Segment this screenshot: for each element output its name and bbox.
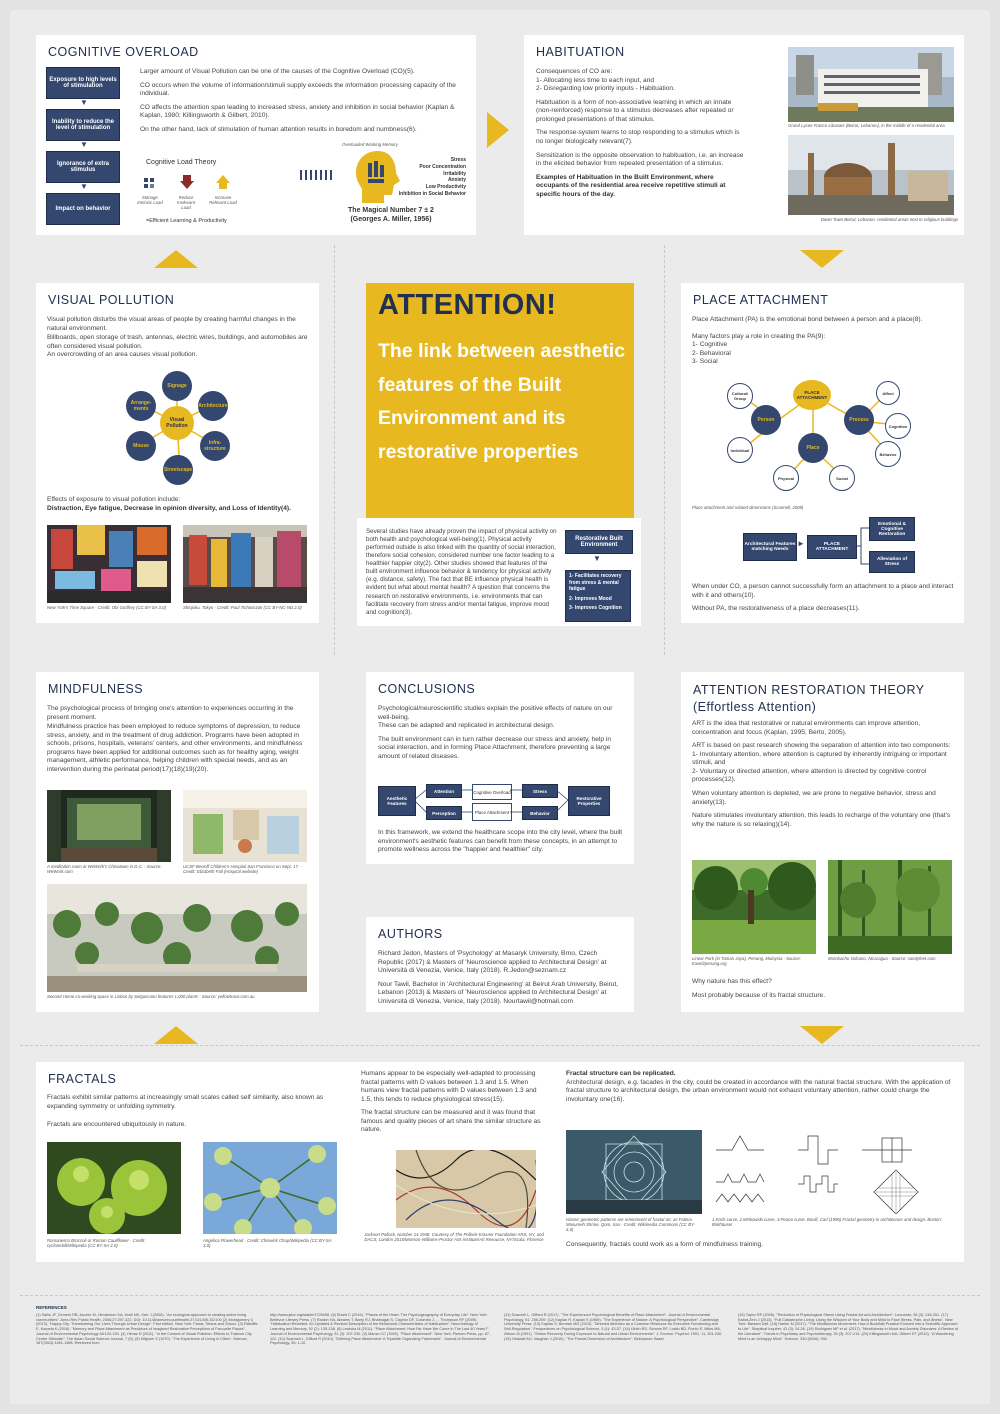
paragraph: Distraction, Eye fatigue, Decrease in opinion diversity, and Loss of Identity(4). bbox=[47, 504, 291, 512]
paragraph: ART is the idea that restorative or natural environments can improve attention, concentration and focus (Kaplan, 1995; Berto, 2005). bbox=[692, 720, 921, 736]
photo-caption: Second Home co-working space in Lisbon by Selgascano features 1,000 plants - Source: yellowtrace.com.au bbox=[47, 994, 255, 999]
arrow-down-icon: ▼ bbox=[80, 140, 88, 149]
place-text bbox=[692, 316, 954, 367]
arrow-right-icon bbox=[487, 112, 509, 148]
section-title bbox=[693, 682, 925, 716]
arrow-down-icon bbox=[800, 1026, 844, 1044]
paragraph: ART is based on past research showing the separation of attention into two components: bbox=[692, 742, 951, 750]
paragraph: Architectural design, e.g. facades in the city, could be created in accordance with the natural fractal structure. With the application of fractal structure to architectural design, the urban environment would not exhaust voluntary attention, rather could charge the involuntary one(16). bbox=[566, 1078, 951, 1103]
meditation-room-photo bbox=[47, 790, 171, 862]
diagram-node: Social bbox=[829, 465, 855, 491]
arrow-down-icon bbox=[800, 250, 844, 268]
flow-box: Impact on behavior bbox=[46, 193, 120, 225]
memory-label: Overloaded Working Memory bbox=[342, 142, 398, 147]
references-column: (11) Scannell L, Gifford R (2017). "The Experienced Psychological Benefits of Place Attachment". Journal of Environmental Psychology, 51: 256-269. (12) Kaplan R, Kaplan S (1989). "The Experience of Nature: A Psychological Perspective". Cambridge University Press. (13) Kaplan S, Berman MG (2010). "Directed Attention as a Common Resource for Executive Functioning and Self-Regulation". Perspectives on Psychological Science, 5 (1): 43-57. (14) Ulrich RS, Simons RF, Losito BD, Fiorito E, Miles MA, Zelson M (1991). "Stress Recovery During Exposure to Natural and Urban Environments". J. Environ. Psychol. 1991, 11, 201-230. (15) Ostwald MJ, Vaughan J (2016). "The Fractal Dimension of Architecture". Birkhauser, Basel. bbox=[504, 1313, 723, 1341]
diagram-node: Infra-structure bbox=[200, 431, 230, 461]
flow-box: Behavior bbox=[522, 806, 558, 820]
authors-text bbox=[378, 950, 624, 1011]
arrow-down-icon: ▼ bbox=[80, 98, 88, 107]
list-item: 3- Social bbox=[692, 358, 718, 366]
author-bio: Richard Jedon, Masters of 'Psychology' at Masaryk University, Brno, Czech Republic (2017) & Masters of 'Neuroscience applied to Architectural Design' at Università di Venezia, Venice, Italy (2018). R.Jedon@seznam.cz bbox=[378, 950, 607, 975]
art-text bbox=[692, 720, 954, 834]
section-title: AUTHORS bbox=[378, 927, 443, 941]
cognitive-text bbox=[140, 68, 466, 139]
fractals-panel bbox=[36, 1062, 964, 1262]
diagram-node: Physical bbox=[773, 465, 799, 491]
guide-line bbox=[334, 245, 335, 655]
restorative-box: Restorative Built Environment bbox=[565, 530, 633, 554]
flow-box: Restorative Properties bbox=[568, 786, 610, 816]
conclusions-text-bottom: In this framework, we extend the healthcare scope into the city level, where the built environment's aesthetic features can benefit from these concepts, in an attempt to promote wellness across the "happier and healthier" city. bbox=[378, 829, 623, 854]
flow-box: Alleviation of Stress bbox=[869, 551, 915, 573]
paragraph: Without PA, the restorativeness of a place decreases(11). bbox=[692, 605, 860, 613]
diagram-node: Cognition bbox=[885, 413, 911, 439]
paragraph: Place Attachment (PA) is the emotional bond between a person and a place(8). bbox=[692, 316, 923, 323]
paragraph: Psychological/neuroscientific studies explain the positive effects of nature on our well-being. bbox=[378, 705, 613, 721]
paragraph: On the other hand, lack of stimulation of human attention results in boredom and numbness(6). bbox=[140, 125, 417, 133]
clt-item: Manage Intrinsic Load bbox=[137, 195, 163, 206]
mindfulness-text bbox=[47, 705, 309, 780]
diagram-center: Visual Pollution bbox=[160, 406, 194, 440]
diagram-node: Place bbox=[798, 433, 828, 463]
effects-list bbox=[396, 157, 466, 198]
photo-caption: 1.Koch curve, 2.Minkowski curve, 3.Peano curve. Bovill, Carl (1996) Fractal geometry in architecture and design. Boston: Birkhäuser bbox=[712, 1217, 942, 1228]
school-building-photo bbox=[788, 47, 954, 122]
paragraph: The built environment can in turn rather decrease our stress and anxiety, help in social interaction, and in forming Place Attachment, therefore preventing a large amount of related diseases. bbox=[378, 735, 611, 760]
visual-text bbox=[47, 316, 309, 360]
diagram-node: Affect bbox=[876, 381, 900, 405]
references-title: REFERENCES bbox=[36, 1305, 67, 1310]
paragraph: Habituation is a form of non-associative learning in which an innate (non-reinforced) response to a stimulus decreases after repeated or prolonged presentations of that stimulus. bbox=[536, 98, 734, 123]
effect-item: Low Productivity bbox=[425, 184, 466, 190]
paragraph: When voluntary attention is depleted, we are prone to negative behavior, stress and anxiety(13). bbox=[692, 789, 936, 806]
photo-caption: Shinjuku, Tokyo - Credit: Paul Tichonczuk (CC BY-NC-ND 2.0) bbox=[183, 605, 302, 610]
diagram-node: Individual bbox=[727, 437, 753, 463]
romanesco-photo bbox=[47, 1142, 181, 1234]
arrow-down-red-icon bbox=[180, 175, 194, 194]
arrow-down-icon: ▼ bbox=[593, 554, 601, 563]
magical-ref: (Georges A. Miller, 1956) bbox=[350, 216, 432, 223]
paragraph: Effects of exposure to visual pollution include: bbox=[47, 496, 181, 503]
visual-pollution-panel bbox=[36, 283, 319, 623]
hero-intro: Several studies have already proven the impact of physical activity on both health and psychological well-being(1). Physical activity performed outside is also linked with the quantity of social interaction, therefore social cohesion, considered number one factor leading to a healthier happier city(2). Other studies showed that features of the built environment influence behavior & tendency for physical activity (e.g. distance, safety). The fact that BE influence physical health is evident but what about mental health? A question that concerns the research on restorative environments, i.e. environments that can facilitate recovery from stress and/or mental fatigue, improve mood and cognition(3). bbox=[366, 528, 557, 616]
paragraph: Humans appear to be especially well-adapted to processing fractal patterns with D values between 1.3 and 1.5. When humans view fractal patterns with D values between 1.3 and 1.5, this tends to reduce physiological stress(15). bbox=[361, 1070, 537, 1103]
shinjuku-photo bbox=[183, 525, 307, 603]
paragraph: CO affects the attention span leading to increased stress, anxiety and inhibition in social behavior (Kaplan & Kaplan, 1980; Killingsworth & Gilbert, 2010). bbox=[140, 103, 455, 120]
list-item: 2- Improves Mood bbox=[569, 595, 612, 602]
references-column: http://www.jstor.org/stable/1728498. (6) Ehard C (2015). "Places of the Heart: The Psychogeography of Everyday Life". New York: Bellevue Literary Press. (7) Rankin HA, Abrams T, Barry RJ, Bhatnagar S, Clayton DF, Colombo J, ... Thompson RF (2009). "Habituation Revisited: An Updated & Revised Description of the Behavioral Characteristics of Habituation". Neurobiology of Learning and Memory, 92 (2): 135-138. (8) Lewicka M (2011). "Place Attachment: How Far Have We Come in The Last 40 Years?". Journal of Environmental Psychology, 31 (3): 207-230. (9) Manzo CC (1992). "Place Attachment". New York: Plenum Press. pp. 87-112. (10) Scannell L, Gifford R (2010). "Defining Place Attachment: A Tripartite Organizing Framework". Journal of Environmental Psychology, 30: 1-10. bbox=[270, 1313, 491, 1346]
diagram-node: Mouse bbox=[126, 431, 156, 461]
photo-caption: Grand Lycee Franco-Libanais (Beirut, Lebanon), in the middle of a residential area bbox=[788, 123, 945, 128]
paragraph: The response-system learns to stop responding to a stimulus which is no longer biologically relevant(7). bbox=[536, 129, 740, 145]
diagram-center: PLACE ATTACHMENT bbox=[793, 380, 831, 410]
list-item: 2- Behavioral bbox=[692, 349, 731, 357]
photo-caption: Linear Park (in Taman Jaya), Penang, Malaysia - Source: travel2penang.org bbox=[692, 956, 801, 967]
flow-box: Cognitive Overload bbox=[472, 784, 512, 800]
islamic-ceiling-photo bbox=[566, 1130, 702, 1214]
flow-box: Emotional & Cognitive Restoration bbox=[869, 517, 915, 541]
blocks-icon bbox=[144, 177, 154, 187]
effect-item: Poor Concentration bbox=[419, 163, 466, 170]
paragraph: Fractals exhibit similar patterns at increasingly small scales called self similarity, also known as expanding symmetry or unfolding symmetry. bbox=[47, 1094, 324, 1110]
fractals-conclusion: Consequently, fractals could work as a form of mindfulness training. bbox=[566, 1241, 764, 1248]
effect-item: Irritability bbox=[443, 170, 466, 177]
times-square-photo bbox=[47, 525, 171, 603]
paragraph: The fractal structure can be measured and it was found that famous and quality pieces of art share the similar structure as nature. bbox=[361, 1109, 541, 1134]
references-panel bbox=[36, 1305, 964, 1385]
hospital-photo bbox=[183, 790, 307, 862]
list-item: 1- Cognitive bbox=[692, 341, 728, 349]
paragraph: Many factors play a role in creating the PA(9): bbox=[692, 332, 826, 340]
section-title: FRACTALS bbox=[48, 1072, 117, 1086]
arrow-right-icon: ► bbox=[797, 539, 805, 548]
paragraph: Larger amount of Visual Pollution can be one of the causes of the Cognitive Overload (CO)(5). bbox=[140, 68, 415, 75]
brain-head-icon bbox=[354, 149, 402, 210]
list-item: 1- Facilitates recovery from stress & mental fatigue bbox=[569, 573, 622, 592]
section-title: MINDFULNESS bbox=[48, 682, 144, 696]
flow-box: Stress bbox=[522, 784, 558, 798]
habituation-text bbox=[536, 68, 744, 204]
guide-line bbox=[664, 245, 665, 655]
effect-item: Stress bbox=[450, 157, 466, 163]
photo-caption: Mombacho Volcano, Nicaragua - Source: sandyfeet.com bbox=[828, 956, 936, 961]
paragraph: Visual pollution disturbs the visual areas of people by creating harmful changes in the natural environment. bbox=[47, 316, 296, 332]
list-item: 3- Improves Cognition bbox=[569, 605, 622, 611]
art-panel bbox=[681, 672, 964, 1012]
fractals-text bbox=[47, 1094, 339, 1135]
arrow-up-icon bbox=[154, 1026, 198, 1044]
diagram-node: Person bbox=[751, 405, 781, 435]
diagram-node: Streetscape bbox=[163, 455, 193, 485]
list-item: 1- Involuntary attention, where attention is captured by inherently intriguing or important stimuli, and bbox=[692, 750, 947, 767]
guide-line bbox=[20, 1045, 980, 1046]
linear-park-photo bbox=[692, 860, 816, 954]
flow-box: PLACE ATTACHMENT bbox=[807, 535, 857, 559]
section-title: HABITUATION bbox=[536, 45, 625, 59]
beirut-mosque-photo bbox=[788, 135, 954, 215]
fractal-curves bbox=[712, 1130, 952, 1214]
paragraph: These can be adapted and replicated in architectural design. bbox=[378, 722, 555, 730]
volcano-forest-photo bbox=[828, 860, 952, 954]
authors-panel bbox=[366, 917, 634, 1012]
section-title: CONCLUSIONS bbox=[378, 682, 476, 696]
photo-caption: Romanesco Broccoli or Roman Cauliflower - Credit: cyclonebill/Wikipedia (CC BY-SA 2.0) bbox=[47, 1238, 146, 1249]
paragraph: When under CO, a person cannot successfully form an attachment to a place and interact with it and others(10). bbox=[692, 583, 954, 599]
photo-caption: Angelica Flowerhead - Credit: Chiswick Chap/Wikipedia (CC BY-SA 3.0) bbox=[203, 1238, 332, 1249]
author-bio: Nour Tawil, Bachelor in 'Architectural Engineering' at Beirut Arab University, Beirut, Lebanon (2013) & Masters of 'Neuroscience applied to Architectural Design' at Università di Venezia, Venice, Italy (2018). Nourtawil@hotmail.com bbox=[378, 980, 619, 1005]
hero-title: ATTENTION! bbox=[378, 289, 557, 321]
paragraph: Most probably because of its fractal structure. bbox=[692, 991, 826, 999]
section-title: PLACE ATTACHMENT bbox=[693, 293, 829, 307]
art-subtitle: (Effortless Attention) bbox=[693, 699, 817, 714]
coworking-plants-photo bbox=[47, 884, 307, 992]
mindfulness-panel bbox=[36, 672, 319, 1012]
conclusions-text bbox=[378, 705, 624, 766]
section-title: VISUAL POLLUTION bbox=[48, 293, 175, 307]
paragraph: Examples of Habituation in the Built Environment, where occupants of the residential area receive repetitive stimuli at specific hours of the day. bbox=[536, 173, 726, 198]
hero-title-box bbox=[366, 283, 634, 518]
photo-caption: UCSF Benioff Children's Hospital San Francisco on Sept. 17. - Credit: Elizabeth Fall (Hospital website) bbox=[183, 864, 302, 875]
arrow-down-icon: ▼ bbox=[80, 182, 88, 191]
flow-box: Exposure to high levels of stimulation bbox=[46, 67, 120, 99]
flow-box: Aesthetic Features bbox=[378, 786, 416, 816]
paragraph: Consequences of CO are: bbox=[536, 68, 613, 75]
cognitive-overload-panel bbox=[36, 35, 476, 235]
flow-box: Place Attachment bbox=[472, 803, 512, 821]
art-question bbox=[692, 978, 954, 1005]
diagram-node: Architecture bbox=[198, 391, 228, 421]
pollock-painting bbox=[396, 1150, 536, 1228]
clt-item: Increase Relevant Load bbox=[209, 195, 237, 206]
paragraph: Nature stimulates involuntary attention, this leads to recharge of the voluntary one (that's why the nature is so relaxing)(14). bbox=[692, 812, 951, 828]
place-text-bottom bbox=[692, 583, 954, 619]
diagram-node: Behavior bbox=[875, 441, 901, 467]
paragraph: Fractal structure can be replicated. bbox=[566, 1070, 676, 1077]
arrow-up-icon bbox=[154, 250, 198, 268]
clt-title: Cognitive Load Theory bbox=[146, 159, 217, 166]
hero-subtitle: The link between aesthetic features of the Built Environment and its restorative properties bbox=[378, 340, 626, 463]
paragraph: Fractals are encountered ubiquitously in nature. bbox=[47, 1121, 187, 1129]
paragraph: An overcrowding of an area causes visual pollution. bbox=[47, 351, 198, 359]
photo-caption: Jackson Pollock, Number 14 1948. Courtesy of The Pollock-Krasner Foundation ARS, NY, and DACS, London 2015/Munson-Williams-Proctor Arts Institute/Art Resource, NY/Scala, Florence bbox=[364, 1232, 544, 1243]
art-title: ATTENTION RESTORATION THEORY bbox=[693, 683, 925, 697]
photo-caption: New York's Time Square - Credit: Obi Godfrey (CC BY-SA 3.0) bbox=[47, 605, 166, 610]
effect-item: Inhibition in Social Behavior bbox=[398, 190, 466, 197]
diagram-node: Arrange-ments bbox=[126, 391, 156, 421]
diagram-node: Signage bbox=[162, 371, 192, 401]
photo-caption: Islamic geometric patterns are reminiscent of fractal art, as Fatima Masumeh Shrine, Qom, Iran - Credit: Wikimedia Commons (CC BY-4.0) bbox=[566, 1217, 696, 1233]
branch-arrows bbox=[855, 523, 869, 569]
references-column: (1) Sallis JF, Cervero RB, Ascher W, Henderson KA, Kraft MK, Kerr J (2006). "An ecological approach to creating active living communities". Annu Rev Public Health, 2006;27:297-322. DOI: 10.1146/annurev.publhealth.27.021405.102100 (2) Montgomery C (2013). "Happy City: Transforming Our Lives Through Urban Design". First edition. New York: Farrar, Straus and Giroux. (3) Ratcliffe E, Korpela K (2016). "Memory and Place Attachment as Predictors of Imagined Restorative Perceptions of Favourite Places". Journal of Environmental Psychology 48:120-130. (4) Yilmaz D (2011). "In the Context of Visual Pollution: Effects to Trabzon City Center Silhoutte". The Asian Social Science Journal, 7 (5). (5) Milgram S (1970). "The Experience of Living in Cities". Science, 167(3924):1461-1468. Retrieved from bbox=[36, 1313, 258, 1346]
flow-box: Inability to reduce the level of stimulation bbox=[46, 109, 120, 141]
diagram-node: Process bbox=[844, 405, 874, 435]
fractals-text-right bbox=[566, 1070, 954, 1109]
list-item: 2- Disregarding low priority inputs - Habituation. bbox=[536, 85, 675, 93]
paragraph: Why nature has this effect? bbox=[692, 978, 772, 985]
paragraph: Billboards, open storage of trash, antennas, electric wires, buildings, and automobiles are often considered visual pollution. bbox=[47, 334, 308, 350]
hero-intro-panel bbox=[357, 518, 641, 626]
magical-number: The Magical Number 7 ± 2 bbox=[348, 207, 434, 214]
bars-icon bbox=[300, 169, 350, 187]
habituation-panel bbox=[524, 35, 964, 235]
fractals-text-middle bbox=[361, 1070, 545, 1140]
list-item: 1- Allocating less time to each input, and bbox=[536, 76, 655, 84]
visual-effects bbox=[47, 496, 309, 513]
paragraph: The psychological process of bringing one's attention to experiences occurring in the present moment. bbox=[47, 705, 294, 721]
clt-item: Reduce Irrelevant Load bbox=[177, 195, 195, 211]
effect-item: Anxiety bbox=[447, 177, 466, 184]
flow-box: Architectural Features matching Needs bbox=[743, 533, 797, 561]
diagram-node: Cultural/ Group bbox=[727, 383, 753, 409]
diagram-caption: Place attachment and related dimensions (Scannell, 2009) bbox=[692, 505, 804, 510]
place-attachment-panel bbox=[681, 283, 964, 623]
guide-line bbox=[20, 1295, 980, 1296]
list-item: 2- Voluntary or directed attention, where attention is directed by cognitive control processes(12). bbox=[692, 767, 927, 784]
paragraph: Sensitization is the opposite observation to habituation, i.e. an increase in the elicited behavior from repeated presentation of a stimulus. bbox=[536, 151, 744, 168]
arrow-up-yellow-icon bbox=[216, 175, 230, 194]
flow-connectors bbox=[414, 782, 570, 822]
photo-caption: A meditation room at WeWork's Chinatown in D.C. - Source: WeWork.com bbox=[47, 864, 162, 875]
clt-note: =Efficient Learning & Productivity bbox=[146, 218, 227, 224]
paragraph: CO occurs when the volume of information/stimuli supply exceeds the information processing capacity of the individual. bbox=[140, 81, 456, 98]
restorative-list bbox=[565, 570, 631, 622]
references-column: (16) Taylor RP (2006). "Reduction of Physiological Stress Using Fractal Art and Architecture". Leonardo, 39 (3): 245-251. (17) Kabat-Zinn J (2013). "Full Catastrophe Living: Using the Wisdom of Your Body and Mind to Face Stress, Pain, and Illness". New York: Bantam Dell. (18) Harker M (2017). "The Mindfulness Movement: How a Buddhist Practice Evolved into a Scientific Approach to Life". Skeptical Inquirer, 41 (3): 24-26. (19) Rodrigues MF et al. (2017). "Mindfulness in Mood and Anxiety Disorders: A Review of the Literature". Trends in Psychiatry and Psychotherapy, 39 (3): 207-215. (20) Killingsworth MA, Gilbert DT (2010). "A Wandering Mind Is an Unhappy Mind". Science, 330 (6006): 932. bbox=[738, 1313, 959, 1341]
flow-box: Attention bbox=[426, 784, 462, 798]
paragraph: Mindfulness practice has been employed to reduce symptoms of depression, to reduce stress, anxiety, and in the treatment of drug addiction. Programs have been adopted in schools, prisons, hospitals, veterans' centers, and other environments, and mindfulness programs have been applied for additional outcomes such as for healthy aging, weight management, athletic performance, helping children with special needs, and as an intervention during the perinatal period(17)(18)(19)(20). bbox=[47, 723, 303, 773]
angelica-photo bbox=[203, 1142, 337, 1234]
conclusions-panel bbox=[366, 672, 634, 864]
flow-box: Perception bbox=[426, 806, 462, 820]
section-title: COGNITIVE OVERLOAD bbox=[48, 45, 199, 59]
photo-caption: Down Town Beirut, Lebanon, residential areas next to religious buildings bbox=[820, 217, 958, 222]
flow-box: Ignorance of extra stimulus bbox=[46, 151, 120, 183]
